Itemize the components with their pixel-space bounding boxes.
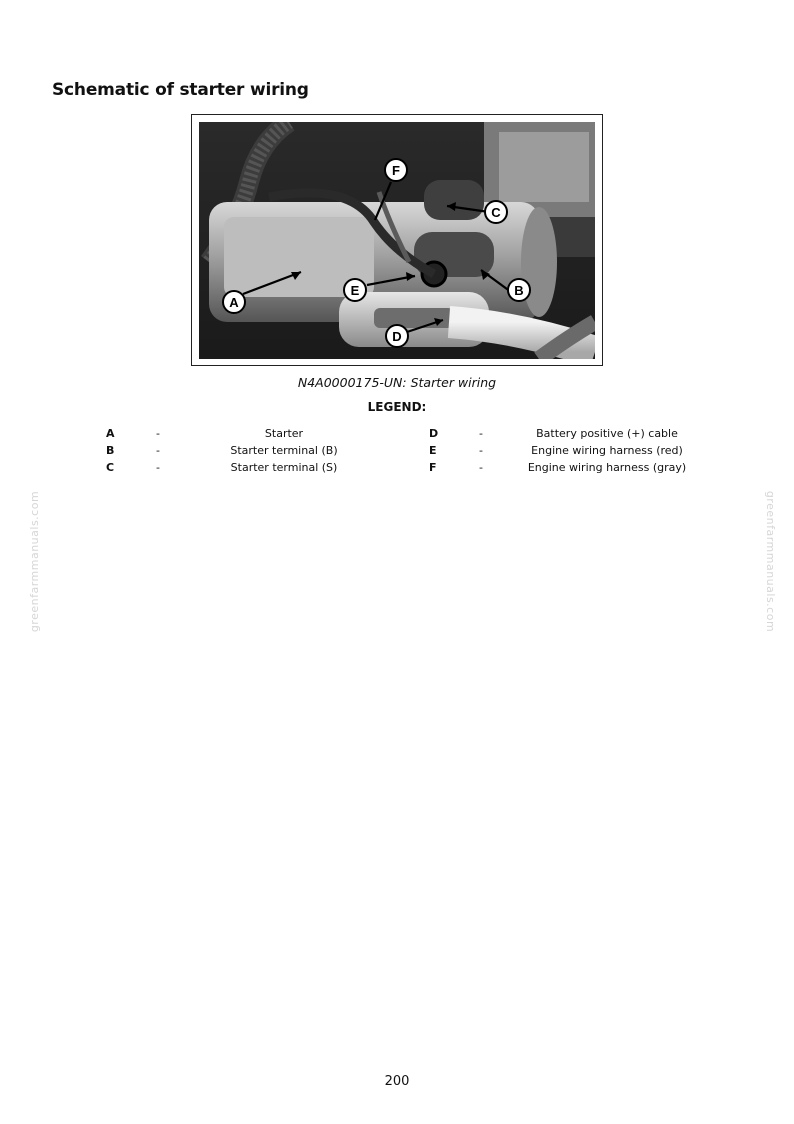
svg-text:C: C (491, 205, 501, 220)
page-title: Schematic of starter wiring (52, 80, 309, 100)
legend-value: Starter terminal (S) (230, 461, 338, 474)
legend-key: D (429, 427, 439, 440)
legend-key: A (106, 427, 115, 440)
callout-a (223, 291, 245, 313)
legend-key: C (106, 461, 115, 474)
legend-table (0, 427, 794, 478)
callout-f (385, 159, 407, 181)
legend-row (0, 461, 794, 478)
legend-key: E (429, 444, 437, 457)
callout-b (508, 279, 530, 301)
legend-title: LEGEND: (367, 400, 427, 414)
legend-value: Engine wiring harness (gray) (527, 461, 687, 474)
legend-separator: - (479, 427, 483, 440)
legend-row (0, 427, 794, 444)
legend-separator: - (479, 444, 483, 457)
legend-separator: - (156, 461, 160, 474)
legend-value: Starter (264, 427, 304, 440)
svg-text:B: B (514, 283, 524, 298)
legend-value: Engine wiring harness (red) (531, 444, 683, 457)
legend-value: Starter terminal (B) (230, 444, 338, 457)
legend-key: B (106, 444, 115, 457)
svg-text:D: D (392, 329, 402, 344)
legend-separator: - (156, 444, 160, 457)
page-number: 200 (384, 1074, 410, 1089)
watermark-right: greenfarmmanuals.com (764, 490, 778, 633)
legend-row (0, 444, 794, 461)
legend-separator: - (479, 461, 483, 474)
starter-wiring-photo (199, 122, 595, 359)
figure-caption: N4A0000175-UN: Starter wiring (297, 375, 497, 390)
svg-text:E: E (350, 283, 360, 298)
legend-value: Battery positive (+) cable (536, 427, 678, 440)
svg-text:F: F (392, 163, 400, 178)
callout-c (485, 201, 507, 223)
callout-e (344, 279, 366, 301)
legend-key: F (429, 461, 437, 474)
starter-wiring-figure (191, 114, 603, 366)
svg-text:A: A (229, 295, 239, 310)
callout-d (386, 325, 408, 347)
watermark-left: greenfarmmanuals.com (28, 490, 42, 633)
legend-separator: - (156, 427, 160, 440)
